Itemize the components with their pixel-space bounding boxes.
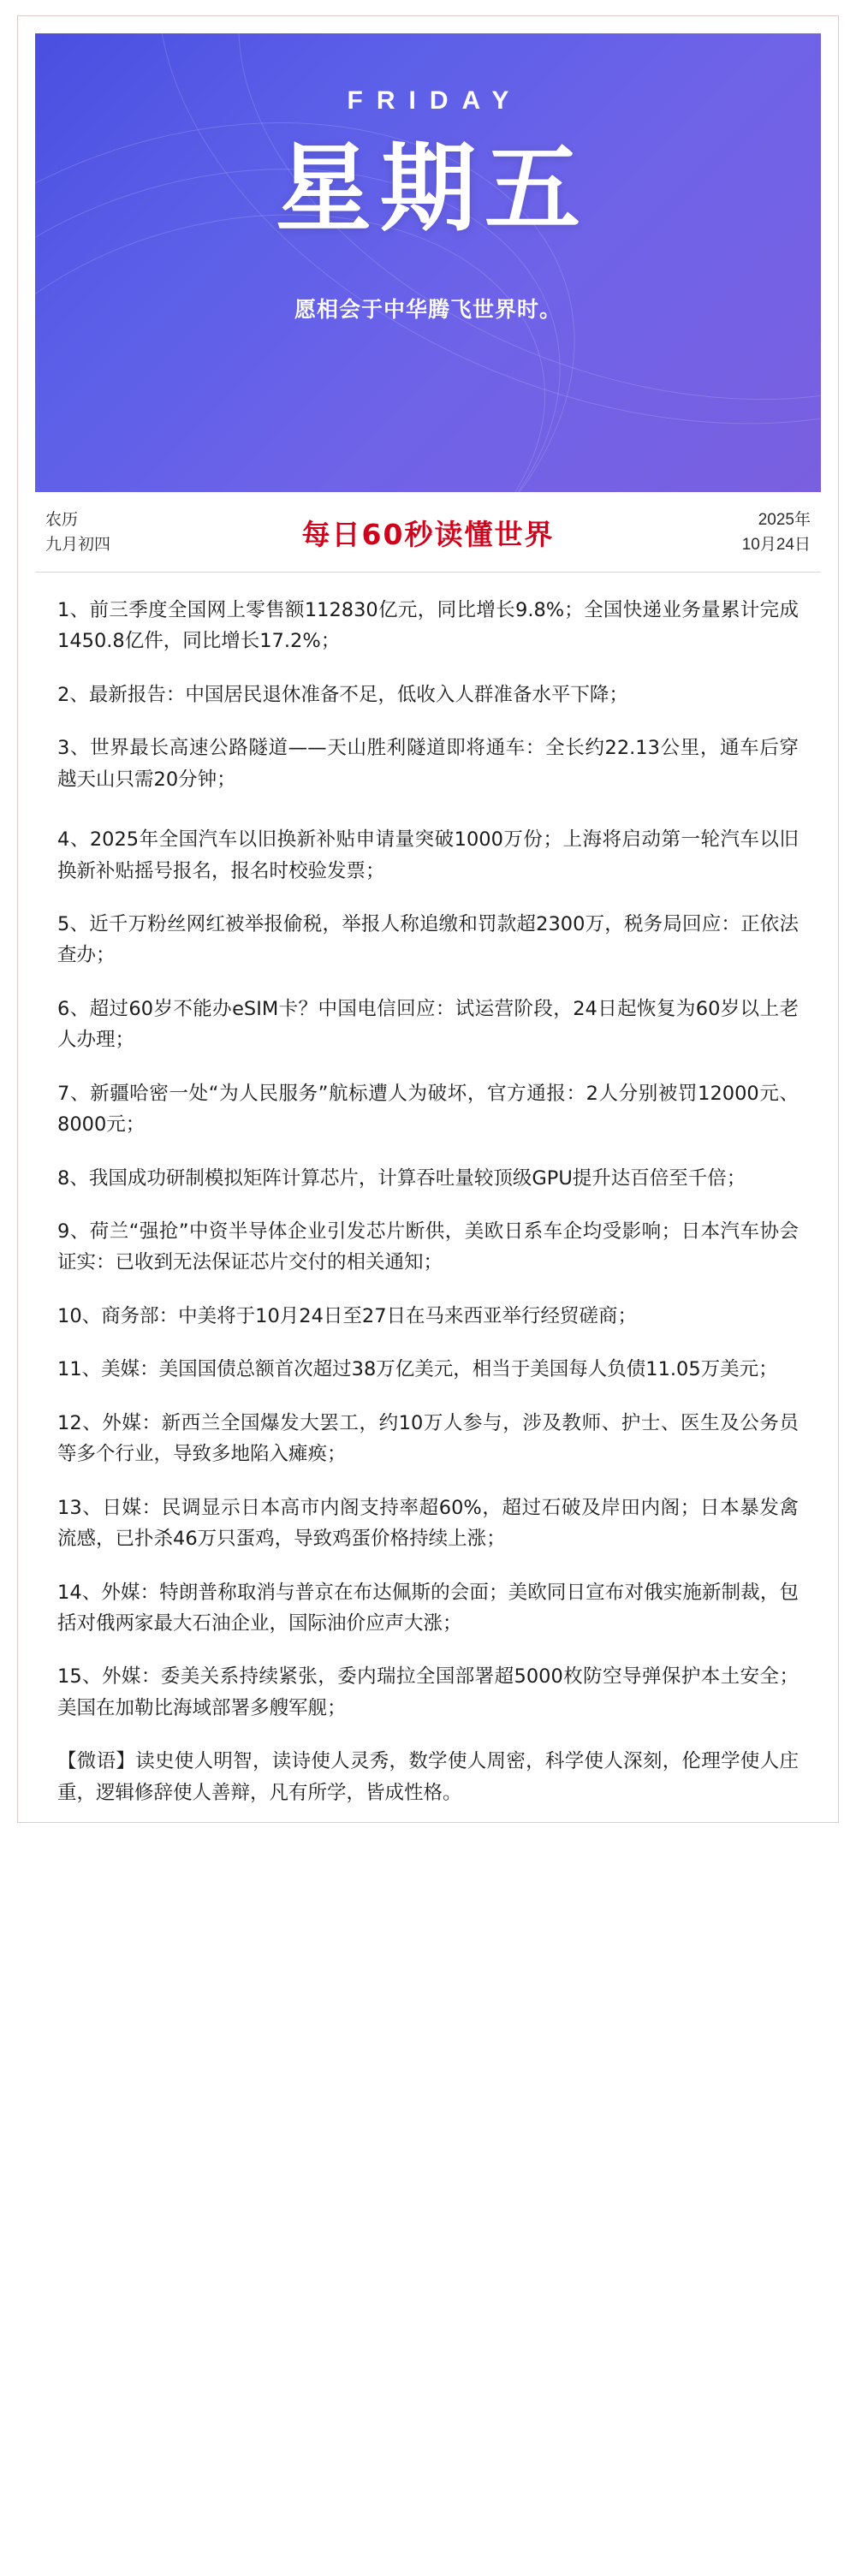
daily-news-card <box>17 15 839 1823</box>
lunar-label: 农历 <box>45 511 79 529</box>
list-item: 2、最新报告：中国居民退休准备不足，低收入人群准备水平下降； <box>57 683 628 706</box>
weekday-chinese: 星期五 <box>276 134 589 245</box>
hero-subtitle: 愿相会于中华腾飞世界时。 <box>294 297 562 322</box>
list-item: 6、超过60岁不能办eSIM卡？中国电信回应：试运营阶段，24日起恢复为60岁以上老人办理； <box>57 997 799 1052</box>
lunar-date: 九月初四 <box>45 536 111 555</box>
list-item: 14、外媒：特朗普称取消与普京在布达佩斯的会面；美欧同日宣布对俄实施新制裁，包括对俄两家最大石油企业，国际油价应声大涨； <box>57 1581 799 1635</box>
list-item: 8、我国成功研制模拟矩阵计算芯片，计算吞吐量较顶级GPU提升达百倍至千倍； <box>57 1166 746 1190</box>
lunar-date-block <box>45 507 174 558</box>
weekday-english: FRIDAY <box>347 86 523 115</box>
list-item: 13、日媒：民调显示日本高市内阁支持率超60%，超过石破及岸田内阁；日本暴发禽流感，已扑杀46万只蛋鸡，导致鸡蛋价格持续上涨； <box>57 1496 799 1551</box>
page-title: 每日60秒读懂世界 <box>301 517 555 551</box>
date-label: 10月24日 <box>741 536 811 555</box>
footer-quote: 【微语】读史使人明智，读诗使人灵秀，数学使人周密，科学使人深刻，伦理学使人庄重，逻辑修辞使人善辩，凡有所学，皆成性格。 <box>57 1750 799 1804</box>
list-item: 9、荷兰“强抢”中资半导体企业引发芯片断供，美欧日系车企均受影响；日本汽车协会证实：已收到无法保证芯片交付的相关通知； <box>57 1220 799 1274</box>
list-item: 4、2025年全国汽车以旧换新补贴申请量突破1000万份；上海将启动第一轮汽车以旧换新补贴摇号报名，报名时校验发票； <box>57 828 799 882</box>
hero-banner <box>35 33 821 492</box>
list-item: 3、世界最长高速公路隧道——天山胜利隧道即将通车：全长约22.13公里，通车后穿越天山只需20分钟； <box>57 737 799 791</box>
list-item: 7、新疆哈密一处“为人民服务”航标遭人为破坏，官方通报：2人分别被罚12000元、8000元； <box>57 1082 799 1137</box>
news-list <box>35 573 821 1822</box>
year-label: 2025年 <box>758 511 811 529</box>
list-item: 10、商务部：中美将于10月24日至27日在马来西亚举行经贸磋商； <box>57 1304 638 1327</box>
list-item: 5、近千万粉丝网红被举报偷税，举报人称追缴和罚款超2300万，税务局回应：正依法查办； <box>57 912 799 967</box>
list-item: 1、前三季度全国网上零售额112830亿元，同比增长9.8%；全国快递业务量累计完成1450.8亿件，同比增长17.2%； <box>57 598 799 653</box>
list-item: 15、外媒：委美关系持续紧张，委内瑞拉全国部署超5000枚防空导弹保护本土安全；美国在加勒比海域部署多艘军舰； <box>57 1665 799 1719</box>
gregorian-date-block <box>682 507 811 558</box>
meta-strip <box>35 492 821 573</box>
list-item: 12、外媒：新西兰全国爆发大罢工，约10万人参与，涉及教师、护士、医生及公务员等多个行业，导致多地陷入瘫痪； <box>57 1411 799 1466</box>
list-item: 11、美媒：美国国债总额首次超过38万亿美元，相当于美国每人负债11.05万美元； <box>57 1358 778 1381</box>
